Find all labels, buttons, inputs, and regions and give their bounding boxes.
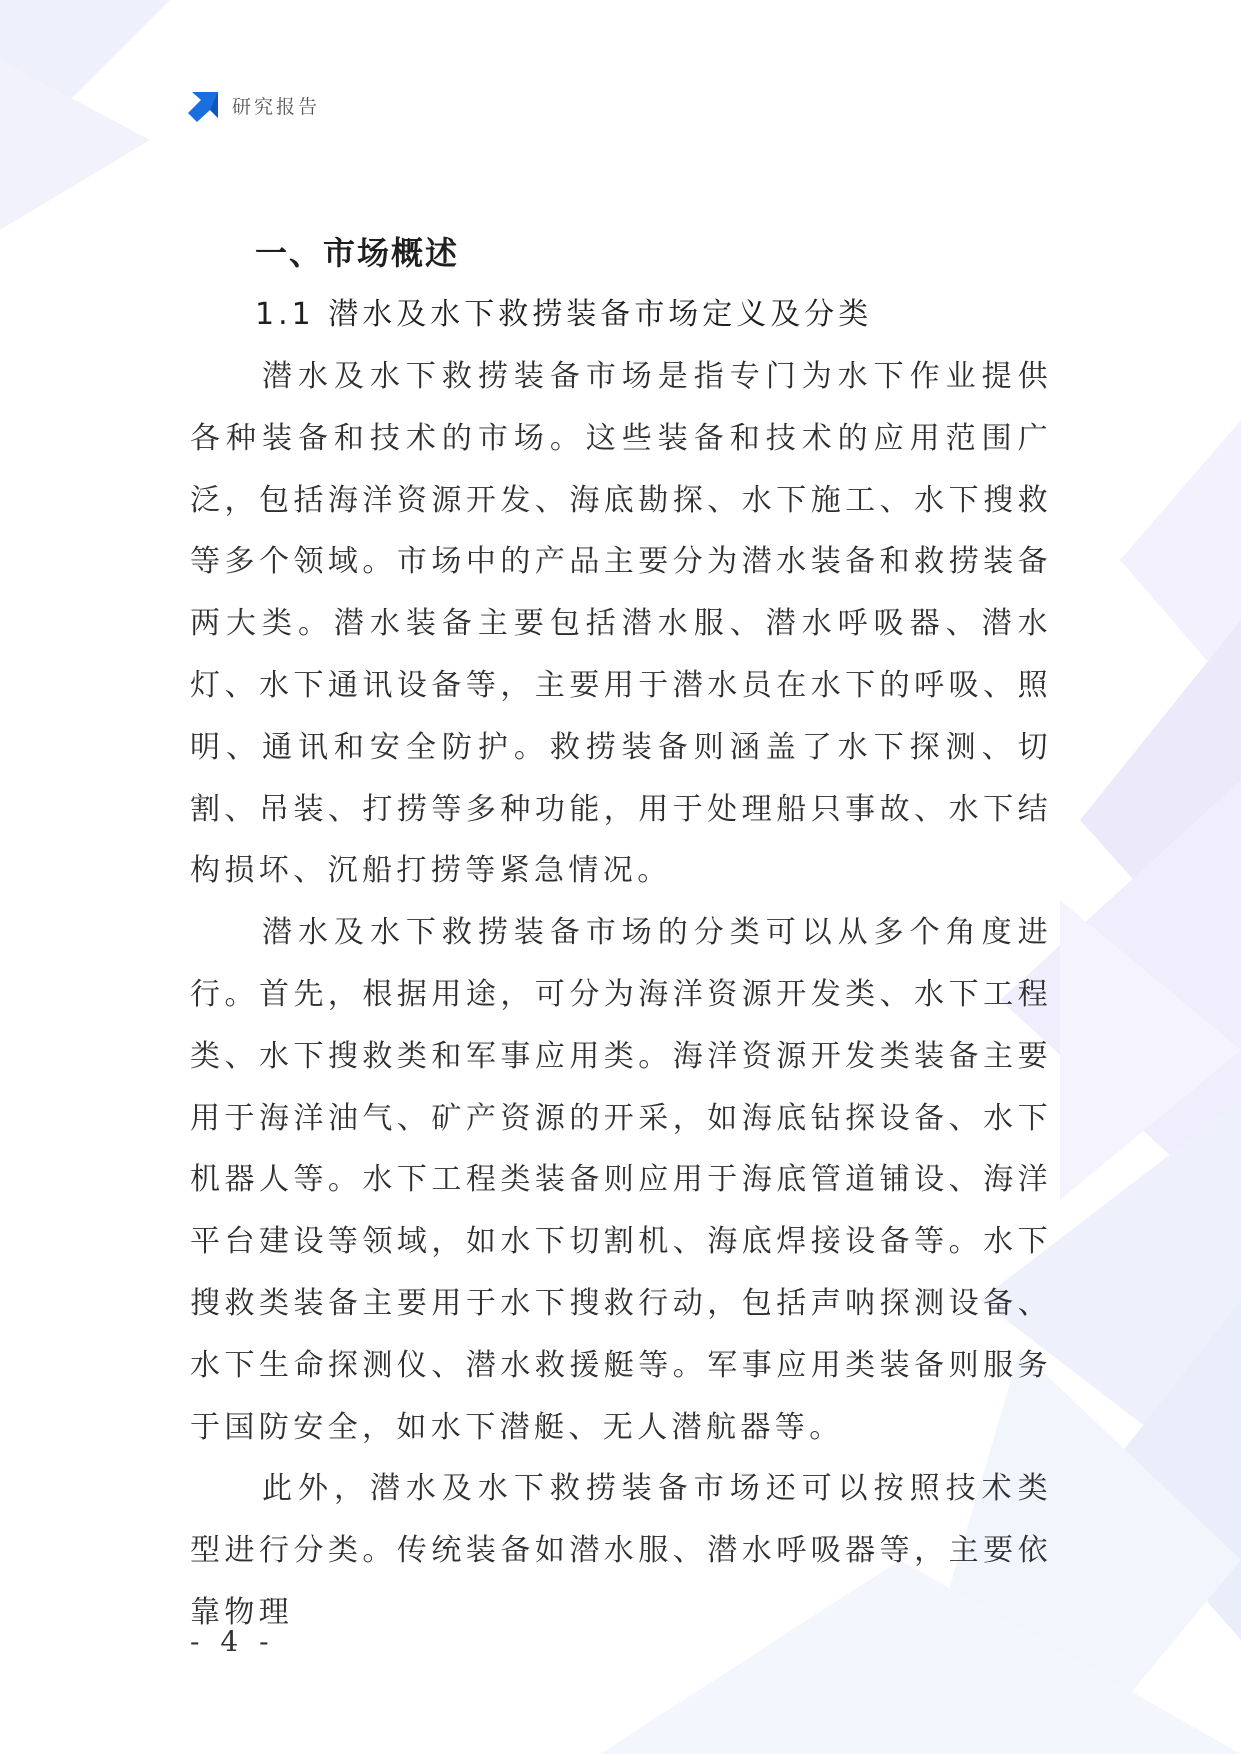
report-title: 研究报告 [232, 95, 321, 118]
report-header [188, 88, 320, 122]
arrow-up-right-icon [188, 88, 222, 122]
paragraph: 此外，潜水及水下救捞装备市场还可以按照技术类型进行分类。传统装备如潜水服、潜水呼吸器等，主要依靠物理 [190, 1471, 1052, 1630]
paragraph: 潜水及水下救捞装备市场是指专门为水下作业提供各种装备和技术的市场。这些装备和技术的应用范围广泛，包括海洋资源开发、海底勘探、水下施工、水下搜救等多个领域。市场中的产品主要分为潜水装备和救捞装备两大类。潜水装备主要包括潜水服、潜水呼吸器、潜水灯、水下通讯设备等，主要用于潜水员在水下的呼吸、照明、通讯和安全防护。救捞装备则涵盖了水下探测、切割、吊装、打捞等多种功能，用于处理船只事故、水下结构损坏、沉船打捞等紧急情况。 [190, 359, 1052, 889]
subsection-heading: 1.1 潜水及水下救捞装备市场定义及分类 [255, 297, 873, 332]
page-number: - 4 - [190, 1625, 275, 1658]
paragraph: 潜水及水下救捞装备市场的分类可以从多个角度进行。首先，根据用途，可分为海洋资源开发类、水下工程类、水下搜救类和军事应用类。海洋资源开发类装备主要用于海洋油气、矿产资源的开采，如海底钻探设备、水下机器人等。水下工程类装备则应用于海底管道铺设、海洋平台建设等领域，如水下切割机、海底焊接设备等。水下搜救类装备主要用于水下搜救行动，包括声呐探测设备、水下生命探测仪、潜水救援艇等。军事应用类装备则服务于国防安全，如水下潜艇、无人潜航器等。 [190, 915, 1052, 1445]
section-heading: 一、市场概述 [255, 234, 460, 272]
document-body [190, 222, 1052, 1644]
